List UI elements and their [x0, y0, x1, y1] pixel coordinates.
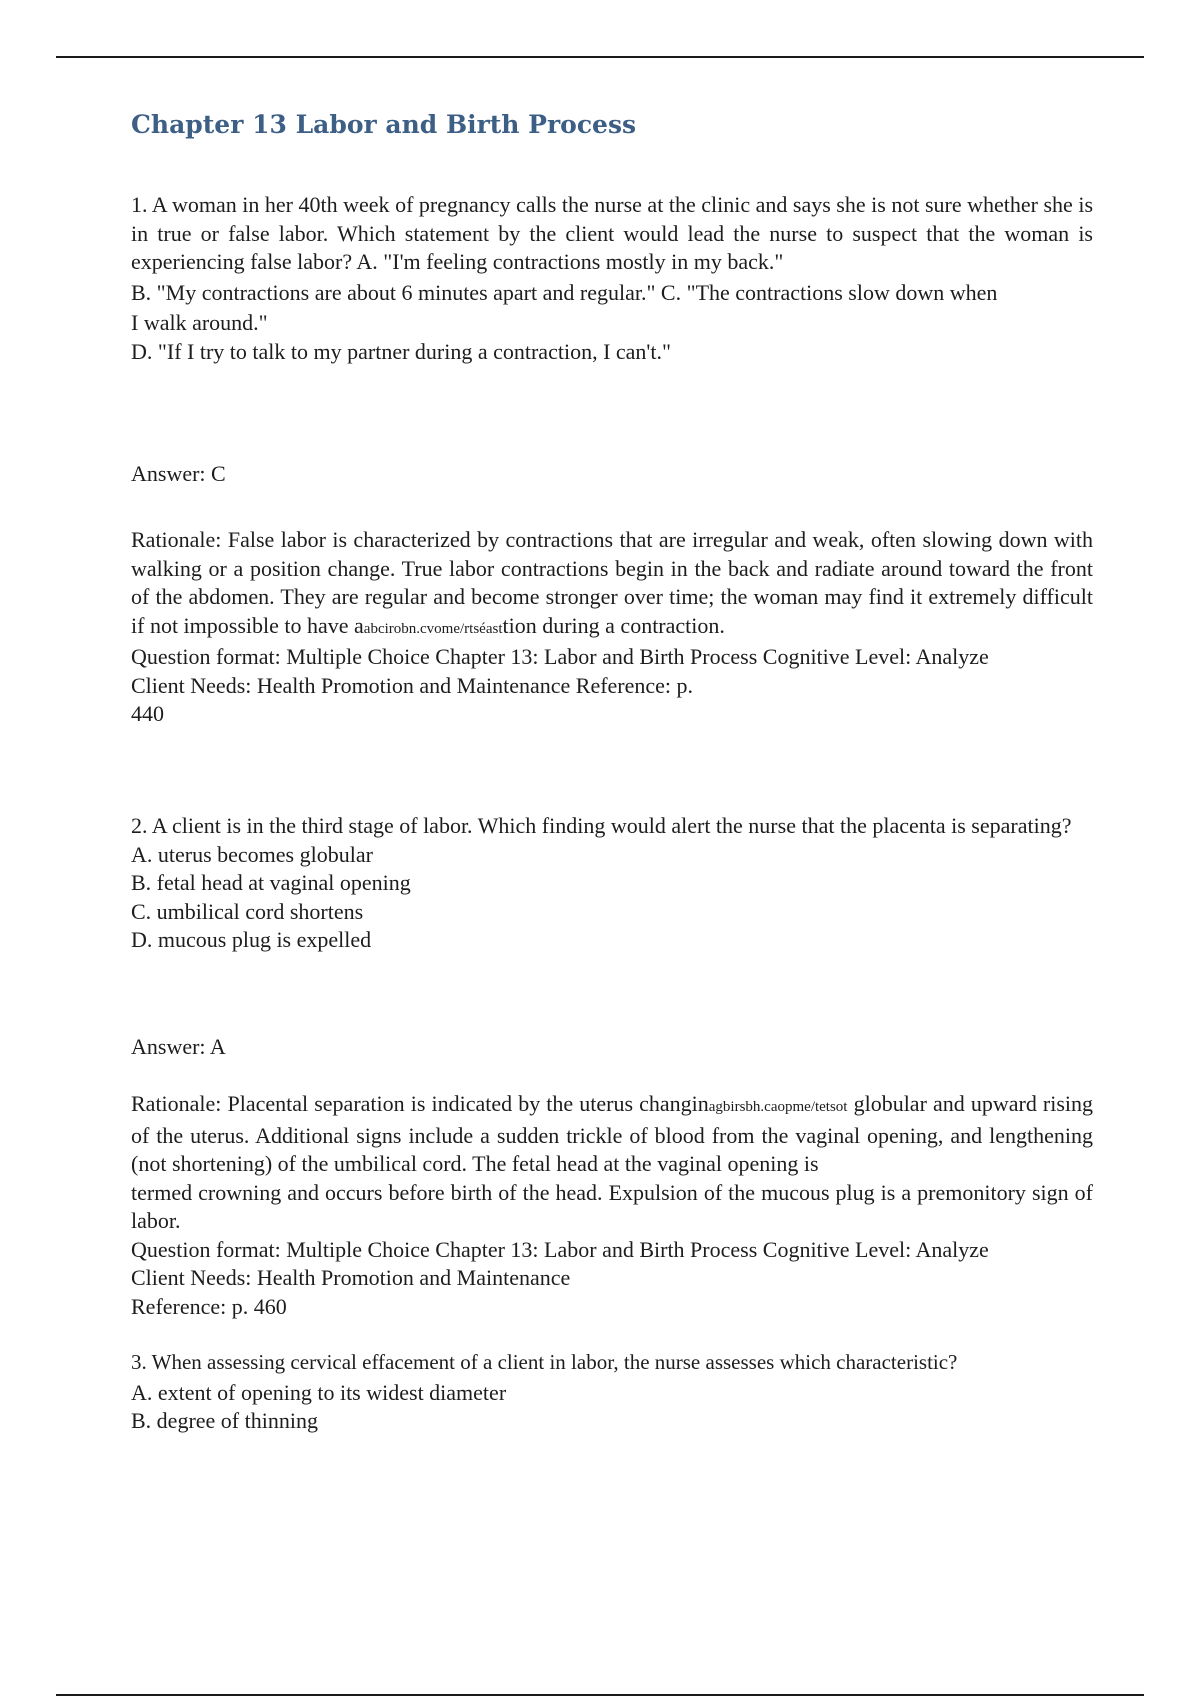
rationale-text: Rationale: Placental separation is indicated by the uterus changin	[131, 1091, 709, 1116]
question-2-stem: 2. A client is in the third stage of labor. Which finding would alert the nurse that the placenta is separating?	[131, 813, 1072, 838]
question-2-option: A. uterus becomes globular	[131, 841, 373, 867]
question-2-rationale-block	[131, 1090, 1093, 1321]
rationale-overprint: agbirsbh.caopme/tetsot	[708, 1099, 848, 1115]
question-1-page: 440	[131, 701, 164, 726]
question-1-rationale-block	[131, 526, 1093, 729]
question-2-option: B. fetal head at vaginal opening	[131, 870, 411, 895]
question-1-stem: 1. A woman in her 40th week of pregnancy calls the nurse at the clinic and says she is not sure whether she is in true or false labor. Which statement by the client would lead the nurse to suspect that the woman is experiencing false labor? A. "I'm feeling contractions mostly in my back."	[131, 192, 1093, 274]
rationale-text: Rationale: False labor is characterized by contractions that are irregular and weak, often slowing down with walking or a position change. True labor contractions begin in the back and radiate around toward the front of the abdomen. They are regular and become stronger over time; the woman may find it extremely difficult if not impossible to have a	[131, 527, 1093, 638]
question-3-stem: 3. When assessing cervical effacement of a client in labor, the nurse assesses which characteristic?	[131, 1350, 958, 1374]
question-2-answer: Answer: A	[131, 1034, 226, 1059]
question-1	[131, 191, 1093, 366]
rationale-end: tion during a contraction.	[502, 612, 725, 638]
question-2-rationale	[131, 1090, 1093, 1179]
question-3-option: B. degree of thinning	[131, 1408, 318, 1433]
question-2-option: D. mucous plug is expelled	[131, 927, 372, 952]
question-2-format: Question format: Multiple Choice Chapter 13: Labor and Birth Process Cognitive Level: Analyze	[131, 1236, 989, 1262]
question-2-reference: Reference: p. 460	[131, 1293, 287, 1319]
question-3-option: A. extent of opening to its widest diameter	[131, 1379, 507, 1405]
question-1-answer: Answer: C	[131, 461, 226, 486]
top-rule	[56, 56, 1144, 58]
question-3	[131, 1348, 1093, 1436]
question-2-option: C. umbilical cord shortens	[131, 898, 364, 924]
bottom-rule	[56, 1694, 1144, 1696]
question-2-rationale-cont: termed crowning and occurs before birth of the head. Expulsion of the mucous plug is a premonitory sign of labor.	[131, 1179, 1093, 1233]
question-1-format: Question format: Multiple Choice Chapter 13: Labor and Birth Process Cognitive Level: Analyze	[131, 644, 989, 669]
chapter-title: Chapter 13 Labor and Birth Process	[131, 110, 637, 139]
question-1-client-needs: Client Needs: Health Promotion and Maintenance Reference: p.	[131, 672, 694, 698]
question-2	[131, 812, 1093, 955]
question-1-option-d: D. "If I try to talk to my partner during a contraction, I can't."	[131, 338, 671, 364]
rationale-overprint: abcirobn.cvome/rtséast	[363, 620, 503, 637]
rationale-rest: globular and upward rising of the uterus. Additional signs include a sudden trickle of blood from the vaginal opening, and lengthening (not shortening) of the umbilical cord. The fetal head at the vaginal opening is	[131, 1091, 1094, 1176]
question-1-option-c-cont: I walk around."	[131, 310, 268, 335]
question-1-option-b-c: B. "My contractions are about 6 minutes apart and regular." C. "The contractions slow down when	[131, 279, 998, 305]
question-2-client-needs: Client Needs: Health Promotion and Maintenance	[131, 1265, 571, 1290]
question-1-rationale	[131, 526, 1093, 643]
